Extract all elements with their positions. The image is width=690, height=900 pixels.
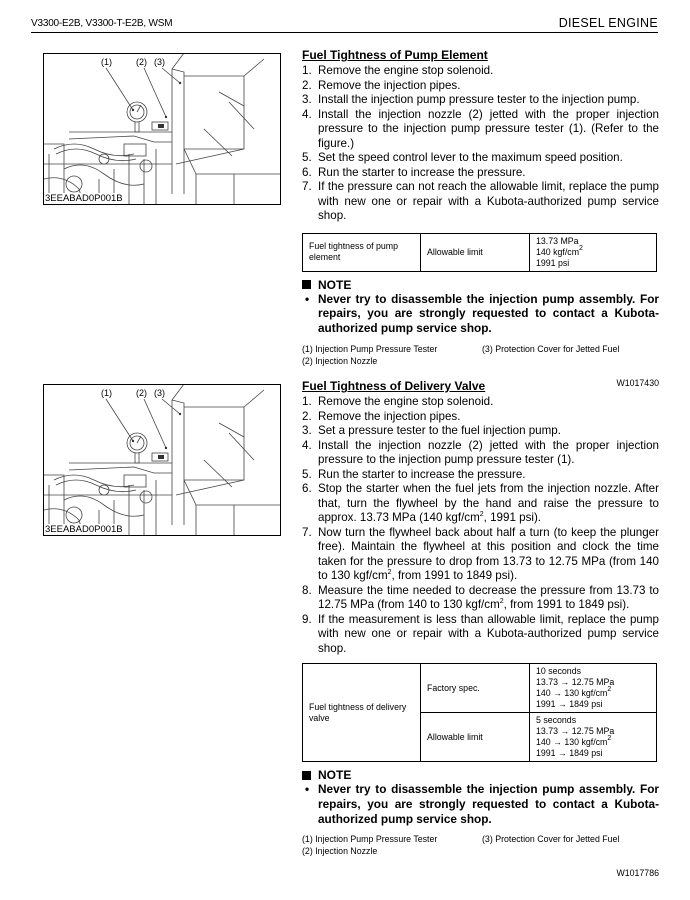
- spec-value-line: 13.73 → 12.75 MPa: [536, 677, 615, 687]
- step-text: Install the injection pump pressure tester to the injection pump.: [318, 93, 640, 106]
- step-text: Run the starter to increase the pressure.: [318, 165, 526, 179]
- spec-value-line: 140 → 130 kgf/$cm^2$: [536, 686, 612, 698]
- section-delivery-valve: [302, 379, 659, 878]
- step-number: 4.: [302, 107, 312, 121]
- spec-item: Fuel tightness of pump element: [303, 233, 421, 271]
- spec-values: [530, 233, 657, 271]
- step-item: [302, 439, 659, 468]
- legend-item-3: (3) Protection Cover for Jetted Fuel: [482, 343, 620, 354]
- step-item: [302, 584, 659, 613]
- bullet-icon: •: [305, 291, 310, 306]
- step-item: [302, 410, 659, 425]
- step-number: 7.: [302, 525, 312, 539]
- section-pump-element: [302, 48, 659, 388]
- callout-1: (1): [101, 388, 112, 398]
- step-number: 1.: [302, 64, 312, 77]
- figure-code: 3EEABAD0P001B: [45, 524, 123, 535]
- step-item: [302, 79, 659, 94]
- step-text: Set the speed control lever to the maximum speed position.: [318, 151, 623, 164]
- step-item: [302, 151, 659, 166]
- step-number: 9.: [302, 612, 312, 626]
- spec-value-line: 5 seconds: [536, 715, 577, 725]
- step-item: [302, 526, 659, 584]
- step-number: 8.: [302, 583, 312, 597]
- step-item: [302, 468, 659, 483]
- note-label: NOTE: [318, 768, 352, 782]
- legend-item-1: (1) Injection Pump Pressure Tester: [302, 834, 438, 845]
- step-text: Run the starter to increase the pressure.: [318, 467, 526, 481]
- callout-2: (2): [136, 57, 147, 67]
- step-item: [302, 395, 659, 410]
- step-number: 6.: [302, 482, 312, 495]
- section-title: Fuel Tightness of Delivery Valve: [302, 379, 486, 393]
- steps-list: [302, 64, 659, 224]
- step-text: If the measurement is less than allowable limit, replace the pump with new one or repair with a Kubota-authorized pump service shop.: [318, 612, 659, 655]
- legend-item-2: (2) Injection Nozzle: [302, 846, 378, 857]
- pump-tester-illustration: [44, 385, 281, 536]
- section-name: DIESEL ENGINE: [558, 16, 658, 30]
- section-title: Fuel Tightness of Pump Element: [302, 48, 488, 62]
- note-content: Never try to disassemble the injection pump assembly. For repairs, you are strongly requested to contact a Kubota-authorized pump service shop.: [318, 291, 659, 336]
- note-heading: [302, 278, 659, 292]
- figure-legend: [302, 344, 659, 368]
- reference-code: W1017786: [616, 868, 659, 879]
- spec-value-line: 140 kgf/$cm^2$: [536, 244, 583, 257]
- step-text: Remove the engine stop solenoid.: [318, 64, 494, 77]
- table-row: [303, 664, 657, 713]
- callout-1: (1): [101, 57, 112, 67]
- step-item: [302, 424, 659, 439]
- legend-item-2: (2) Injection Nozzle: [302, 355, 378, 366]
- figure-code: 3EEABAD0P001B: [45, 193, 123, 204]
- note-text: [302, 782, 659, 826]
- callout-2: (2): [136, 388, 147, 398]
- callout-3: (3): [154, 57, 165, 67]
- step-text: Remove the injection pipes.: [318, 409, 461, 423]
- step-text: Install the injection nozzle (2) jetted with the proper injection pressure to the injection pump pressure tester (1).: [318, 438, 659, 466]
- note-heading: [302, 768, 659, 782]
- step-item: [302, 64, 659, 79]
- step-item: [302, 613, 659, 657]
- step-item: [302, 180, 659, 224]
- step-text: Install the injection nozzle (2) jetted with the proper injection pressure to the injection pump pressure tester (1). (Refer to the figure.): [318, 107, 659, 150]
- spec-item: Fuel tightness of delivery valve: [303, 664, 421, 762]
- spec-table: [302, 233, 657, 272]
- spec-value-line: 13.73 → 12.75 MPa: [536, 726, 615, 736]
- step-number: 5.: [302, 467, 312, 481]
- step-text: Measure the time needed to decrease the pressure from 13.73 to 12.75 MPa (from 140 to 130 kgf/$cm^2$, from 1991 to 1849 psi).: [318, 583, 659, 611]
- spec-value-line: 1991 psi: [536, 257, 570, 268]
- pump-tester-illustration: [44, 54, 281, 205]
- step-item: [302, 482, 659, 526]
- step-text: Remove the injection pipes.: [318, 78, 461, 92]
- step-number: 4.: [302, 438, 312, 452]
- step-text: Now turn the flywheel back about half a turn (to keep the plunger free). Maintain the flywheel at this position and clock the time taken for the pressure to drop from 13.73 to 12.75 MPa (from 140 to 130 kgf/$cm^2$, from 1991 to 1849 psi).: [318, 525, 659, 582]
- spec-value-line: 10 seconds: [536, 666, 581, 676]
- spec-value-line: 13.73 MPa: [536, 235, 579, 246]
- step-number: 7.: [302, 180, 312, 193]
- step-number: 2.: [302, 409, 312, 423]
- step-item: [302, 93, 659, 108]
- legend-item-3: (3) Protection Cover for Jetted Fuel: [482, 834, 620, 845]
- spec-value-line: 140 → 130 kgf/$cm^2$: [536, 735, 612, 747]
- legend-item-1: (1) Injection Pump Pressure Tester: [302, 343, 438, 354]
- callout-3: (3): [154, 388, 165, 398]
- step-number: 2.: [302, 78, 312, 92]
- spec-label: Allowable limit: [421, 713, 530, 762]
- reference-code: W1017430: [616, 377, 659, 388]
- spec-label: Factory spec.: [421, 664, 530, 713]
- spec-values: [530, 664, 657, 713]
- note-label: NOTE: [318, 277, 352, 292]
- step-text: If the pressure can not reach the allowable limit, replace the pump with new one or repair with a Kubota-authorized pump service shop.: [318, 180, 659, 222]
- spec-label: Allowable limit: [421, 233, 530, 271]
- note-square-icon: [302, 771, 311, 780]
- step-number: 3.: [302, 424, 312, 437]
- step-text: Remove the engine stop solenoid.: [318, 395, 494, 408]
- note-square-icon: [302, 280, 311, 289]
- spec-value-line: 1991 → 1849 psi: [536, 699, 603, 709]
- spec-values: [530, 713, 657, 762]
- step-text: Set a pressure tester to the fuel injection pump.: [318, 424, 561, 437]
- note-text: [302, 292, 659, 336]
- step-number: 3.: [302, 93, 312, 106]
- page-header: [31, 17, 658, 33]
- step-text: Stop the starter when the fuel jets from the injection nozzle. After that, turn the flywheel by the hand and raise the pressure to approx. 13.73 MPa (140 kgf/$cm^2$, 1991 psi).: [318, 482, 659, 524]
- step-number: 1.: [302, 395, 312, 408]
- step-number: 5.: [302, 151, 312, 164]
- table-row: [303, 233, 657, 271]
- steps-list: [302, 395, 659, 656]
- manual-model: V3300-E2B, V3300-T-E2B, WSM: [31, 18, 173, 29]
- note-content: Never try to disassemble the injection pump assembly. For repairs, you are strongly requested to contact a Kubota-authorized pump service shop.: [318, 782, 659, 826]
- step-item: [302, 108, 659, 152]
- bullet-icon: •: [305, 782, 310, 796]
- figure-delivery-valve: [43, 384, 281, 536]
- spec-table: [302, 663, 657, 762]
- step-item: [302, 166, 659, 181]
- figure-pump-element: [43, 53, 281, 205]
- step-number: 6.: [302, 165, 312, 179]
- figure-legend: [302, 834, 659, 858]
- spec-value-line: 1991 → 1849 psi: [536, 748, 603, 758]
